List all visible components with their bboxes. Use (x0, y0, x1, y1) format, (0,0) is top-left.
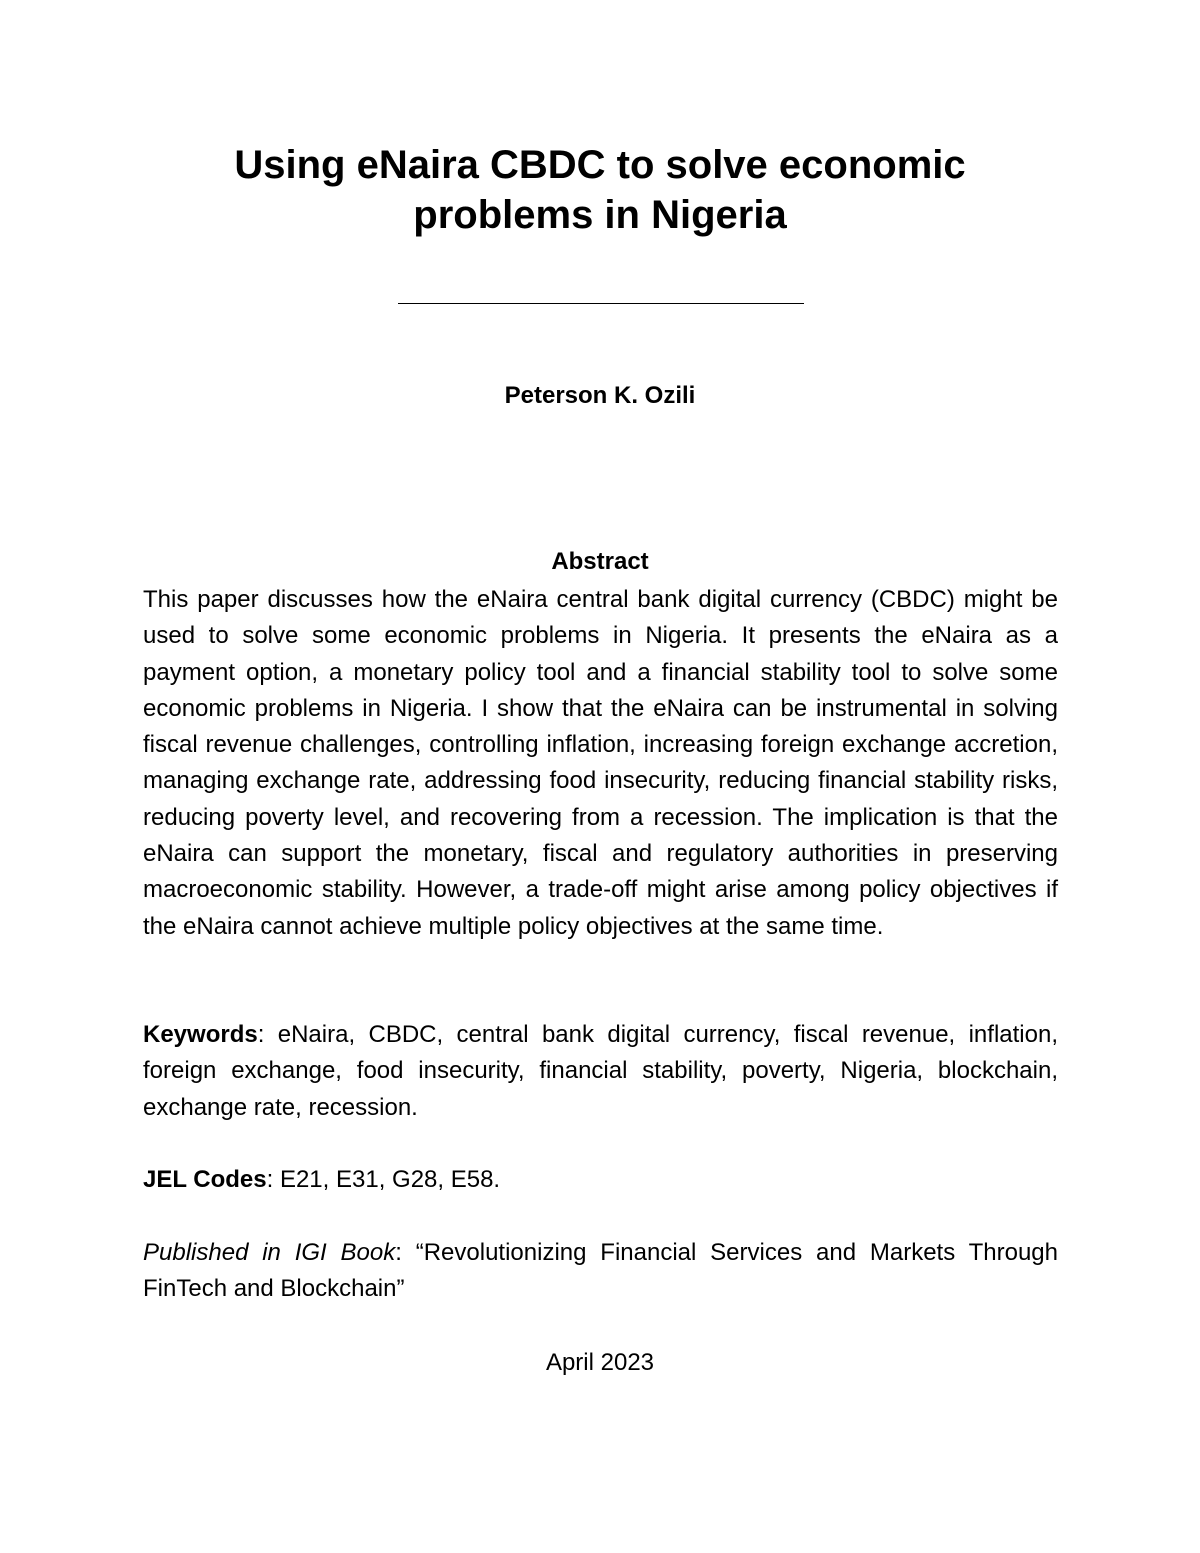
title-divider (398, 303, 804, 304)
publication-separator: : (395, 1239, 416, 1266)
jel-codes-label: JEL Codes (143, 1166, 267, 1193)
paper-title: Using eNaira CBDC to solve economic problems in Nigeria (234, 143, 966, 237)
jel-codes-text: E21, E31, G28, E58. (279, 1166, 501, 1193)
keywords-paragraph (143, 1017, 1058, 1126)
jel-codes-paragraph (143, 1162, 1058, 1198)
keywords-label: Keywords (143, 1021, 258, 1048)
keywords-separator: : (257, 1021, 278, 1048)
publication-book-title: “Revolutionizing Financial Services and Markets Through FinTech and Blockchain” (143, 1239, 1058, 1303)
abstract-text: This paper discusses how the eNaira central bank digital currency (CBDC) might be used to solve some economic problems in Nigeria. It presents the eNaira as a payment option, a monetary policy tool and a financial stability tool to solve some economic problems in Nigeria. I show that the eNaira can be instrumental in solving fiscal revenue challenges, controlling inflation, increasing foreign exchange accretion, managing exchange rate, addressing food insecurity, reducing financial stability risks, reducing poverty level, and recovering from a recession. The implication is that the eNaira can support the monetary, fiscal and regulatory authorities in preserving macroeconomic stability. However, a trade-off might arise among policy objectives if the eNaira cannot achieve multiple policy objectives at the same time. (143, 586, 1058, 940)
publication-date: April 2023 (545, 1349, 655, 1376)
publication-label: Published in IGI Book (143, 1239, 396, 1266)
publication-note (143, 1235, 1058, 1308)
jel-codes-separator: : (266, 1166, 280, 1193)
abstract-heading: Abstract (551, 548, 649, 575)
keywords-text: eNaira, CBDC, central bank digital currency, fiscal revenue, inflation, foreign exchange, food insecurity, financial stability, poverty, Nigeria, blockchain, exchange rate, recession. (143, 1021, 1058, 1121)
author-name: Peterson K. Ozili (504, 382, 696, 409)
